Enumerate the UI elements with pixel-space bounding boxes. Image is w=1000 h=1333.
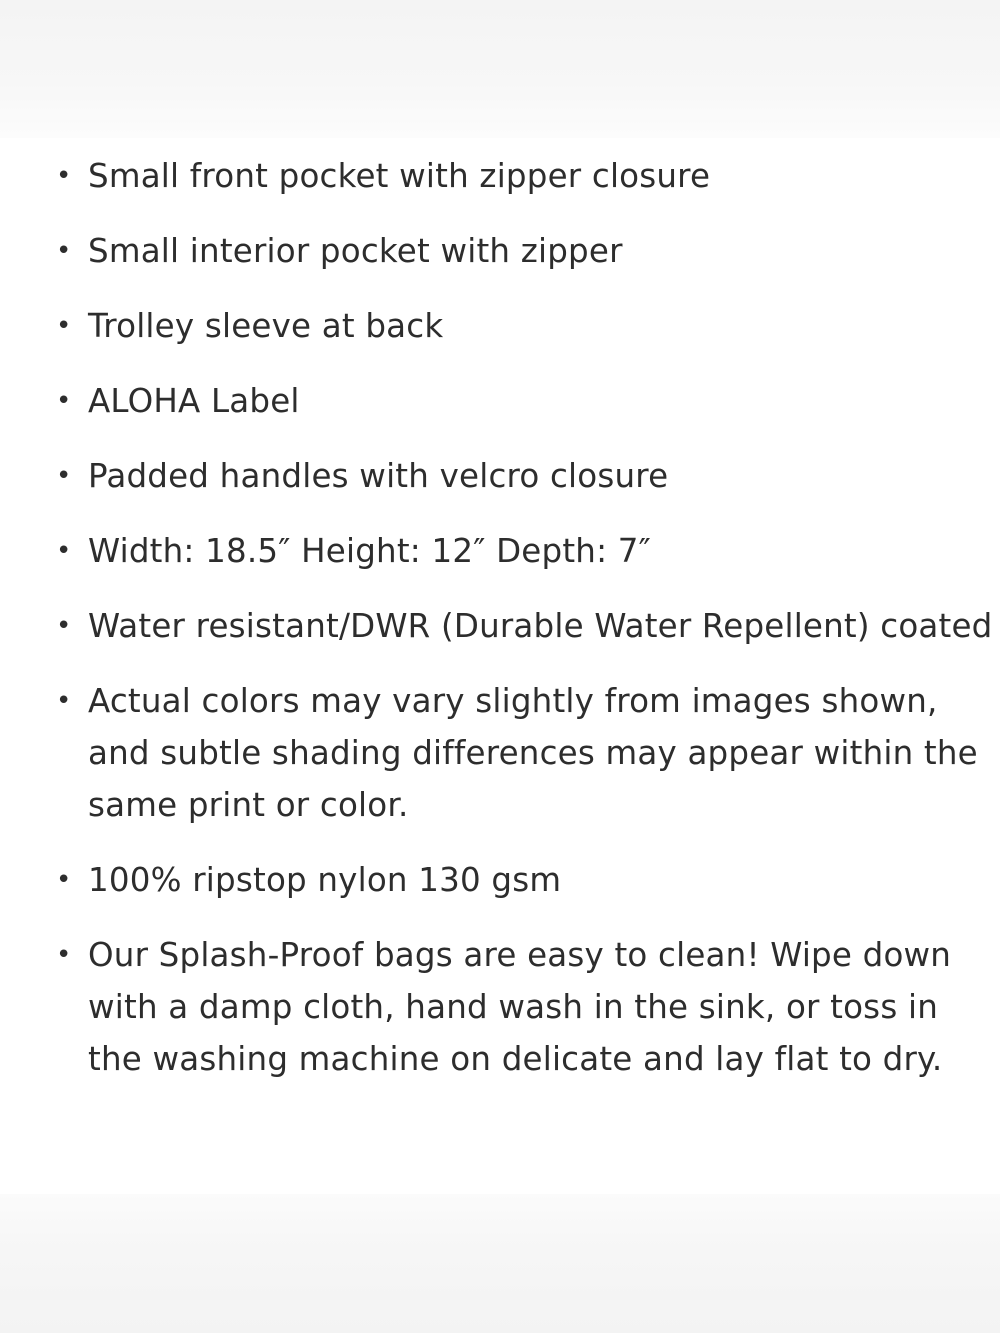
feature-text: Our Splash-Proof bags are easy to clean! Wipe down with a damp cloth, hand wash in the sink, or toss in the washing machine on delicate and lay flat to dry. (88, 936, 952, 1078)
feature-text: 100% ripstop nylon 130 gsm (88, 861, 562, 899)
bullet-icon: • (56, 611, 72, 641)
bullet-icon: • (56, 940, 72, 970)
feature-text: Actual colors may vary slightly from images shown, and subtle shading differences may appear within the same print or color. (88, 682, 978, 824)
bullet-icon: • (56, 461, 72, 491)
top-image-fade (0, 0, 1000, 138)
list-item (0, 450, 1000, 502)
bullet-icon: • (56, 865, 72, 895)
feature-text: Trolley sleeve at back (88, 307, 444, 345)
feature-list (0, 150, 1000, 1085)
bullet-icon: • (56, 161, 72, 191)
bullet-icon: • (56, 386, 72, 416)
feature-text: Water resistant/DWR (Durable Water Repellent) coated (88, 607, 993, 645)
list-item (0, 675, 1000, 831)
feature-text: Small interior pocket with zipper (88, 232, 623, 270)
feature-text: Small front pocket with zipper closure (88, 157, 711, 195)
bullet-icon: • (56, 536, 72, 566)
bullet-icon: • (56, 236, 72, 266)
feature-text: Padded handles with velcro closure (88, 457, 669, 495)
bullet-icon: • (56, 311, 72, 341)
feature-text: Width: 18.5″ Height: 12″ Depth: 7″ (88, 532, 651, 570)
list-item (0, 600, 1000, 652)
bottom-image-fade (0, 1194, 1000, 1333)
list-item (0, 300, 1000, 352)
feature-text: ALOHA Label (88, 382, 300, 420)
product-details (0, 150, 1000, 1190)
list-item (0, 854, 1000, 906)
list-item (0, 375, 1000, 427)
list-item (0, 929, 1000, 1085)
list-item (0, 150, 1000, 202)
bullet-icon: • (56, 686, 72, 716)
list-item (0, 225, 1000, 277)
list-item (0, 525, 1000, 577)
